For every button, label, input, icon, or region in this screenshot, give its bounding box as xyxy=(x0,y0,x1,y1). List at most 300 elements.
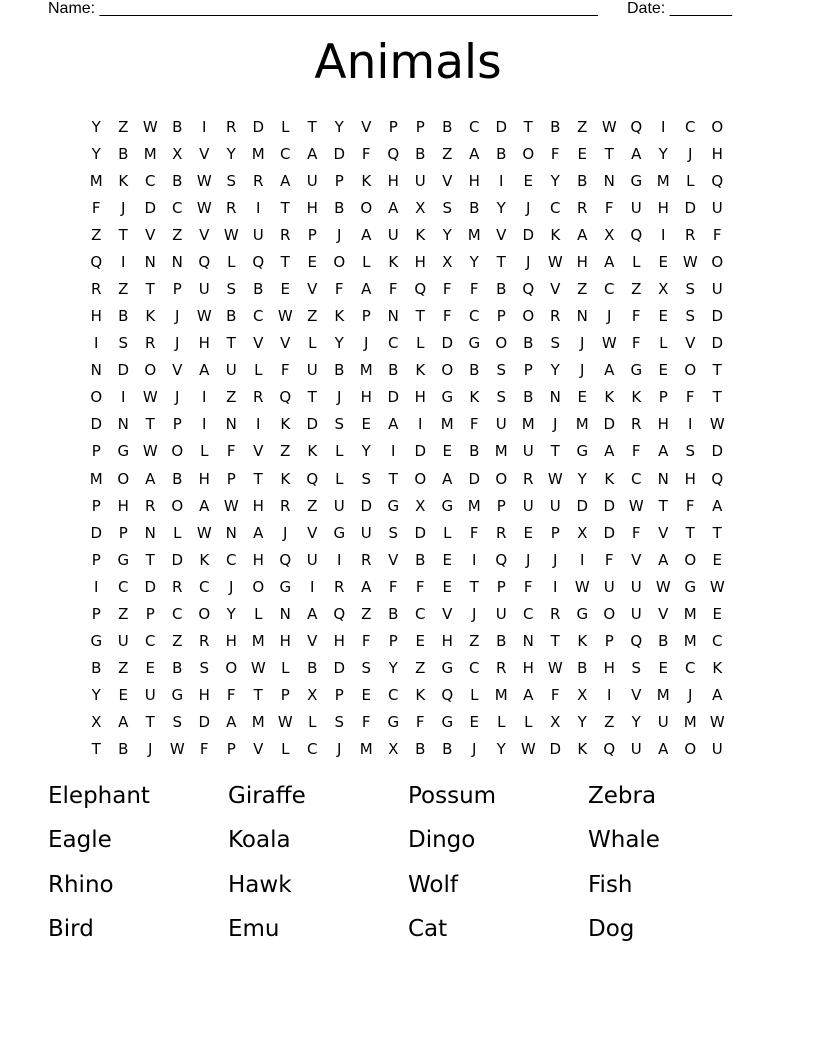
grid-letter: I xyxy=(202,117,207,136)
grid-letter: D xyxy=(522,225,535,244)
word-list-item: Possum xyxy=(408,783,497,809)
grid-letter: I xyxy=(661,225,666,244)
word-list-item: Whale xyxy=(588,827,660,854)
grid-row xyxy=(83,113,731,140)
grid-letter: E xyxy=(523,523,534,542)
grid-letter: E xyxy=(442,550,453,569)
grid-letter: M xyxy=(683,632,698,651)
grid-letter: W xyxy=(547,469,564,488)
grid-letter: Z xyxy=(280,442,291,461)
grid-letter: Z xyxy=(118,117,129,136)
grid-letter: B xyxy=(469,361,480,380)
grid-letter: T xyxy=(469,577,480,596)
grid-letter: E xyxy=(280,280,291,298)
grid-letter: F xyxy=(631,523,642,542)
grid-letter: W xyxy=(142,117,159,136)
grid-letter: F xyxy=(550,144,561,163)
grid-letter: C xyxy=(199,577,210,596)
grid-letter: P xyxy=(172,280,183,298)
grid-letter: U xyxy=(306,550,319,569)
grid-letter: M xyxy=(89,171,104,190)
name-field-label: Name: ________________________________________________________ xyxy=(48,0,598,17)
grid-letter: G xyxy=(171,686,184,705)
grid-letter: H xyxy=(252,496,265,515)
grid-letter: U xyxy=(630,740,643,759)
grid-letter: F xyxy=(604,550,615,569)
grid-letter: Z xyxy=(442,144,453,163)
grid-letter: I xyxy=(580,550,585,569)
grid-letter: N xyxy=(387,307,400,326)
grid-letter: E xyxy=(712,604,723,623)
grid-letter: G xyxy=(576,604,589,623)
grid-letter: F xyxy=(388,577,399,596)
grid-letter: K xyxy=(712,659,723,678)
grid-letter: Z xyxy=(307,307,318,326)
grid-letter: B xyxy=(172,659,183,678)
grid-letter: O xyxy=(522,307,535,326)
grid-row xyxy=(83,330,731,357)
grid-letter: K xyxy=(469,388,480,407)
grid-letter: A xyxy=(199,361,210,380)
grid-letter: H xyxy=(576,252,589,271)
grid-letter: B xyxy=(577,171,588,190)
grid-letter: J xyxy=(283,523,288,542)
grid-letter: I xyxy=(310,577,315,596)
grid-letter: A xyxy=(442,469,453,488)
grid-letter: H xyxy=(198,686,211,705)
grid-letter: B xyxy=(307,659,318,678)
grid-letter: F xyxy=(442,307,453,326)
grid-letter: S xyxy=(199,659,210,678)
grid-letter: P xyxy=(226,469,237,488)
grid-letter: V xyxy=(253,334,264,353)
grid-letter: S xyxy=(631,659,642,678)
grid-letter: D xyxy=(144,198,157,217)
grid-letter: L xyxy=(281,117,290,136)
grid-letter: B xyxy=(523,334,534,353)
grid-letter: N xyxy=(603,171,616,190)
grid-letter: L xyxy=(281,659,290,678)
grid-letter: T xyxy=(658,496,669,515)
grid-letter: I xyxy=(418,415,423,434)
grid-letter: R xyxy=(199,632,210,651)
grid-letter: W xyxy=(547,659,564,678)
grid-letter: U xyxy=(603,577,616,596)
grid-letter: I xyxy=(499,171,504,190)
grid-letter: J xyxy=(337,740,342,759)
grid-letter: P xyxy=(145,604,156,623)
grid-letter: U xyxy=(522,442,535,461)
grid-letter: O xyxy=(225,659,238,678)
grid-letter: M xyxy=(359,361,374,380)
grid-letter: U xyxy=(360,523,373,542)
grid-letter: D xyxy=(603,496,616,515)
grid-letter: E xyxy=(658,659,669,678)
word-list-item: Elephant xyxy=(48,783,150,809)
grid-letter: O xyxy=(684,361,697,380)
grid-letter: Y xyxy=(550,361,561,380)
grid-letter: B xyxy=(469,442,480,461)
grid-letter: O xyxy=(198,604,211,623)
grid-letter: P xyxy=(388,632,399,651)
grid-letter: L xyxy=(254,604,263,623)
grid-row xyxy=(83,167,731,194)
grid-letter: X xyxy=(577,686,588,705)
grid-letter: B xyxy=(118,307,129,326)
grid-letter: T xyxy=(388,469,399,488)
grid-letter: P xyxy=(226,740,237,759)
grid-letter: O xyxy=(333,252,346,271)
grid-letter: L xyxy=(686,171,695,190)
grid-letter: O xyxy=(711,252,724,271)
grid-letter: Y xyxy=(226,604,237,623)
grid-letter: V xyxy=(253,442,264,461)
grid-row xyxy=(83,600,731,627)
word-search-grid xyxy=(83,113,731,763)
grid-letter: Q xyxy=(90,252,103,271)
grid-row xyxy=(83,546,731,573)
grid-letter: P xyxy=(496,307,507,326)
grid-letter: Z xyxy=(631,280,642,298)
grid-letter: B xyxy=(388,604,399,623)
grid-letter: D xyxy=(549,740,562,759)
grid-letter: O xyxy=(117,469,130,488)
grid-letter: S xyxy=(685,280,696,298)
grid-letter: S xyxy=(361,469,372,488)
grid-row xyxy=(83,438,731,465)
grid-letter: U xyxy=(630,198,643,217)
grid-letter: J xyxy=(148,740,153,759)
grid-letter: W xyxy=(169,740,186,759)
grid-letter: U xyxy=(711,198,724,217)
grid-letter: W xyxy=(709,415,726,434)
grid-letter: R xyxy=(145,496,156,515)
grid-letter: T xyxy=(253,469,264,488)
grid-letter: R xyxy=(496,659,507,678)
grid-letter: O xyxy=(171,496,184,515)
grid-letter: R xyxy=(496,523,507,542)
word-list-item: Koala xyxy=(228,827,291,854)
grid-letter: W xyxy=(142,388,159,407)
grid-letter: T xyxy=(145,415,156,434)
grid-letter: F xyxy=(631,442,642,461)
grid-letter: Z xyxy=(118,604,129,623)
grid-letter: A xyxy=(280,171,291,190)
grid-letter: V xyxy=(307,523,318,542)
grid-letter: O xyxy=(684,550,697,569)
grid-letter: C xyxy=(172,604,183,623)
grid-letter: S xyxy=(685,442,696,461)
grid-letter: D xyxy=(495,117,508,136)
grid-letter: T xyxy=(604,144,615,163)
grid-letter: Q xyxy=(711,171,724,190)
grid-letter: B xyxy=(388,361,399,380)
grid-letter: H xyxy=(333,632,346,651)
word-list-item: Giraffe xyxy=(228,783,306,809)
grid-letter: Y xyxy=(577,469,588,488)
grid-letter: E xyxy=(658,307,669,326)
grid-letter: D xyxy=(333,659,346,678)
grid-letter: T xyxy=(712,361,723,380)
grid-letter: W xyxy=(196,171,213,190)
grid-letter: P xyxy=(523,361,534,380)
word-list-item: Rhino xyxy=(48,871,114,898)
grid-letter: C xyxy=(226,550,237,569)
grid-letter: J xyxy=(364,334,369,353)
grid-letter: V xyxy=(631,550,642,569)
grid-letter: J xyxy=(553,550,558,569)
grid-letter: Q xyxy=(522,280,535,298)
grid-letter: Z xyxy=(118,280,129,298)
grid-row xyxy=(83,465,731,492)
grid-letter: R xyxy=(334,577,345,596)
grid-letter: V xyxy=(307,632,318,651)
grid-letter: S xyxy=(496,388,507,407)
grid-letter: Z xyxy=(172,632,183,651)
grid-letter: P xyxy=(307,225,318,244)
grid-letter: B xyxy=(469,198,480,217)
grid-letter: T xyxy=(145,713,156,732)
grid-letter: A xyxy=(226,713,237,732)
grid-letter: G xyxy=(441,659,454,678)
grid-letter: A xyxy=(307,604,318,623)
grid-letter: K xyxy=(631,388,642,407)
grid-letter: Y xyxy=(91,686,102,705)
grid-letter: O xyxy=(711,117,724,136)
grid-letter: J xyxy=(121,198,126,217)
grid-letter: W xyxy=(142,442,159,461)
word-list xyxy=(48,778,768,955)
grid-letter: V xyxy=(442,604,453,623)
grid-letter: H xyxy=(360,388,373,407)
grid-letter: U xyxy=(225,361,238,380)
grid-letter: I xyxy=(256,198,261,217)
grid-letter: I xyxy=(202,415,207,434)
grid-row xyxy=(83,411,731,438)
grid-letter: A xyxy=(658,442,669,461)
grid-letter: W xyxy=(223,225,240,244)
grid-letter: U xyxy=(657,713,670,732)
grid-letter: B xyxy=(172,469,183,488)
grid-letter: U xyxy=(522,496,535,515)
grid-letter: X xyxy=(388,740,399,759)
grid-letter: I xyxy=(472,550,477,569)
word-list-item: Cat xyxy=(408,915,448,942)
grid-letter: C xyxy=(469,307,480,326)
grid-letter: J xyxy=(229,577,234,596)
grid-letter: X xyxy=(415,496,426,515)
grid-row xyxy=(83,303,731,330)
grid-letter: V xyxy=(442,171,453,190)
grid-letter: F xyxy=(388,280,399,298)
grid-letter: F xyxy=(712,225,723,244)
grid-letter: M xyxy=(89,469,104,488)
grid-letter: P xyxy=(550,523,561,542)
grid-letter: C xyxy=(145,171,156,190)
grid-letter: J xyxy=(553,415,558,434)
grid-letter: B xyxy=(442,740,453,759)
grid-letter: F xyxy=(523,577,534,596)
grid-letter: O xyxy=(495,334,508,353)
grid-letter: X xyxy=(91,713,102,732)
grid-letter: U xyxy=(414,171,427,190)
grid-letter: R xyxy=(550,604,561,623)
grid-letter: F xyxy=(91,198,102,217)
grid-letter: O xyxy=(684,740,697,759)
grid-letter: H xyxy=(387,171,400,190)
grid-letter: O xyxy=(441,361,454,380)
grid-letter: U xyxy=(711,280,724,298)
grid-letter: R xyxy=(280,496,291,515)
grid-letter: L xyxy=(335,469,344,488)
grid-letter: H xyxy=(225,632,238,651)
grid-letter: V xyxy=(307,280,318,298)
grid-letter: R xyxy=(253,171,264,190)
grid-letter: F xyxy=(550,686,561,705)
grid-letter: Y xyxy=(442,225,453,244)
grid-letter: J xyxy=(688,144,693,163)
grid-letter: G xyxy=(576,442,589,461)
grid-letter: D xyxy=(198,713,211,732)
grid-letter: K xyxy=(307,442,318,461)
grid-letter: O xyxy=(252,577,265,596)
grid-letter: E xyxy=(712,550,723,569)
grid-letter: U xyxy=(252,225,265,244)
grid-letter: R xyxy=(91,280,102,298)
grid-letter: N xyxy=(657,469,670,488)
grid-letter: R xyxy=(280,225,291,244)
grid-letter: X xyxy=(550,713,561,732)
grid-letter: T xyxy=(550,442,561,461)
grid-letter: P xyxy=(280,686,291,705)
grid-letter: W xyxy=(682,252,699,271)
grid-letter: Q xyxy=(630,117,643,136)
grid-letter: U xyxy=(306,171,319,190)
grid-letter: T xyxy=(145,280,156,298)
grid-letter: J xyxy=(175,334,180,353)
grid-letter: J xyxy=(688,686,693,705)
grid-letter: V xyxy=(280,334,291,353)
grid-letter: E xyxy=(523,171,534,190)
grid-letter: N xyxy=(171,252,184,271)
grid-letter: C xyxy=(253,307,264,326)
grid-letter: C xyxy=(280,144,291,163)
grid-letter: S xyxy=(388,523,399,542)
grid-letter: E xyxy=(658,361,669,380)
grid-letter: D xyxy=(387,388,400,407)
word-list-item: Dog xyxy=(588,915,635,942)
grid-letter: I xyxy=(94,577,99,596)
grid-letter: N xyxy=(279,604,292,623)
grid-letter: O xyxy=(360,198,373,217)
grid-letter: V xyxy=(172,361,183,380)
grid-letter: G xyxy=(441,388,454,407)
grid-letter: V xyxy=(496,225,507,244)
grid-letter: C xyxy=(388,334,399,353)
grid-letter: B xyxy=(415,144,426,163)
grid-letter: Y xyxy=(496,198,507,217)
grid-letter: C xyxy=(388,686,399,705)
grid-letter: K xyxy=(145,307,156,326)
grid-letter: U xyxy=(306,361,319,380)
grid-letter: C xyxy=(712,632,723,651)
word-list-item: Fish xyxy=(588,871,633,898)
grid-letter: N xyxy=(117,415,130,434)
grid-letter: D xyxy=(171,550,184,569)
grid-letter: N xyxy=(90,361,103,380)
grid-letter: C xyxy=(631,469,642,488)
grid-letter: H xyxy=(468,171,481,190)
grid-letter: S xyxy=(550,334,561,353)
grid-letter: O xyxy=(144,361,157,380)
grid-letter: P xyxy=(658,388,669,407)
grid-letter: L xyxy=(227,252,236,271)
grid-letter: C xyxy=(550,198,561,217)
grid-letter: L xyxy=(308,713,317,732)
grid-letter: F xyxy=(469,523,480,542)
grid-letter: J xyxy=(337,388,342,407)
grid-row xyxy=(83,194,731,221)
grid-letter: D xyxy=(252,117,265,136)
grid-letter: E xyxy=(469,713,480,732)
grid-letter: U xyxy=(495,604,508,623)
grid-letter: I xyxy=(607,686,612,705)
grid-letter: Y xyxy=(469,252,480,271)
grid-letter: V xyxy=(388,550,399,569)
grid-letter: E xyxy=(658,252,669,271)
grid-letter: Y xyxy=(631,713,642,732)
grid-letter: A xyxy=(388,415,399,434)
grid-letter: D xyxy=(468,469,481,488)
grid-letter: L xyxy=(308,334,317,353)
grid-letter: C xyxy=(469,117,480,136)
grid-letter: P xyxy=(361,307,372,326)
word-list-item: Hawk xyxy=(228,871,292,898)
grid-letter: Y xyxy=(91,117,102,136)
word-list-item: Emu xyxy=(228,915,280,942)
grid-letter: Y xyxy=(550,171,561,190)
grid-row xyxy=(83,709,731,736)
grid-letter: A xyxy=(523,686,534,705)
grid-letter: H xyxy=(198,469,211,488)
grid-letter: N xyxy=(225,415,238,434)
grid-letter: I xyxy=(121,388,126,407)
grid-row xyxy=(83,384,731,411)
grid-letter: A xyxy=(361,225,372,244)
grid-letter: B xyxy=(118,740,129,759)
grid-letter: Z xyxy=(469,632,480,651)
grid-letter: Q xyxy=(603,740,616,759)
grid-letter: H xyxy=(711,144,724,163)
grid-letter: V xyxy=(361,117,372,136)
grid-letter: A xyxy=(604,361,615,380)
grid-letter: I xyxy=(553,577,558,596)
grid-letter: B xyxy=(415,550,426,569)
grid-letter: K xyxy=(334,307,345,326)
grid-letter: P xyxy=(415,117,426,136)
grid-letter: R xyxy=(226,117,237,136)
grid-letter: J xyxy=(580,361,585,380)
grid-letter: V xyxy=(550,280,561,298)
grid-letter: M xyxy=(494,442,509,461)
grid-letter: A xyxy=(658,550,669,569)
grid-letter: Z xyxy=(118,659,129,678)
word-list-item: Wolf xyxy=(408,871,458,898)
grid-letter: H xyxy=(657,198,670,217)
grid-letter: C xyxy=(523,604,534,623)
grid-letter: X xyxy=(604,225,615,244)
grid-letter: P xyxy=(118,523,129,542)
